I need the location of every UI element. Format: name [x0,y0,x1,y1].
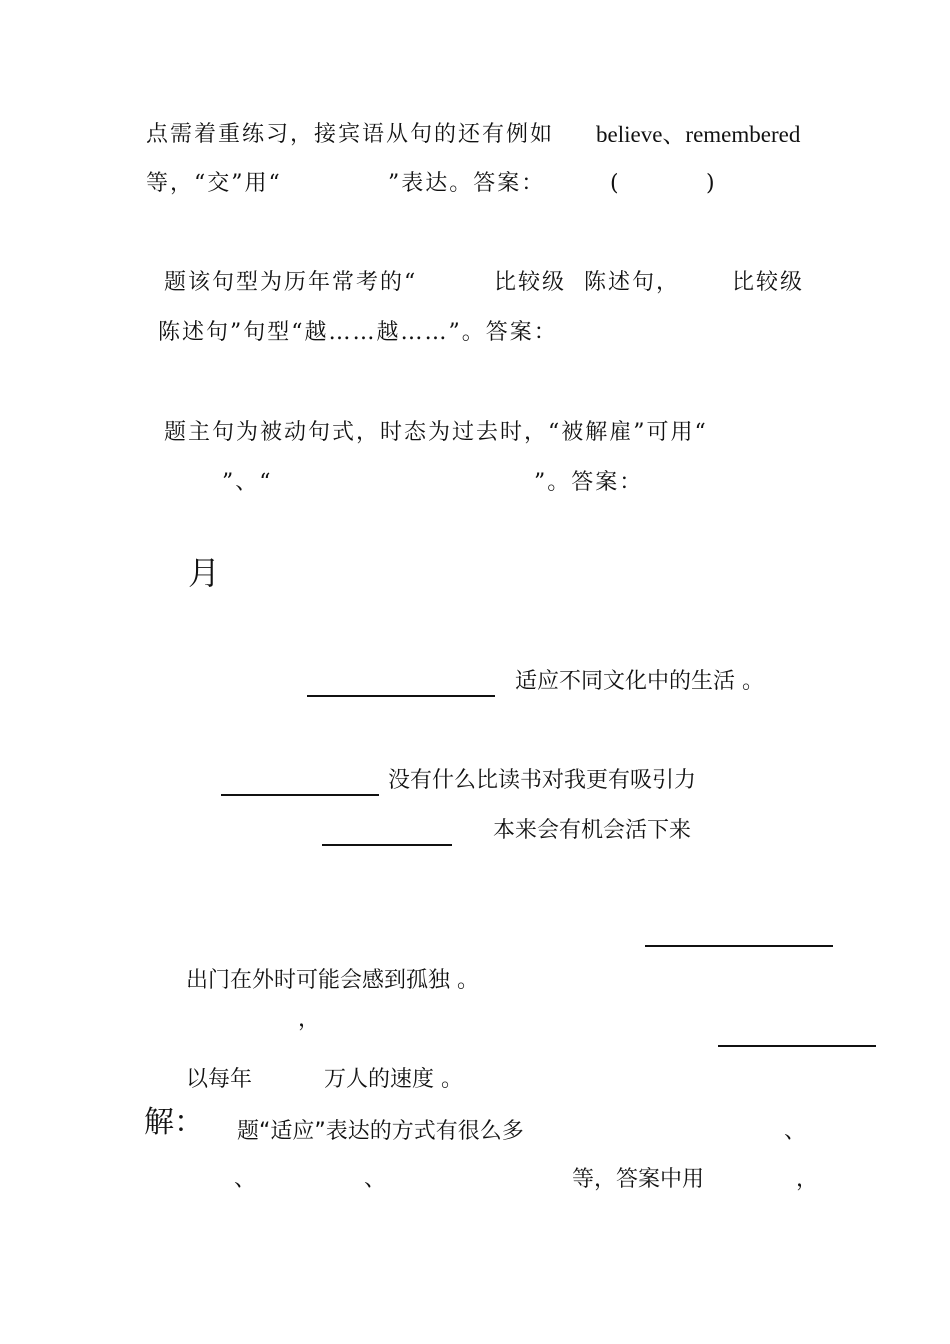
solution-line-2-comma: ， [796,1167,819,1192]
answer-paren-close: ) [706,171,715,196]
explanation-line-1-examples: believe、remembered [596,122,801,147]
explanation-line-1-text: 点需着重练习，接宾语从句的还有例如 [146,122,555,147]
answer-paren-open: ( [610,171,619,196]
declarative-label: 陈述句， [584,270,681,295]
solution-line-2-separator-2: 、 [364,1167,387,1192]
solution-line-1-separator: 、 [784,1119,807,1144]
comparative-label-1: 比较级 [494,270,567,295]
explanation-line-5-text: 题主句为被动句式，时态为过去时，“被解雇”可用“ [164,420,708,445]
answer-blank-5 [718,1045,876,1047]
answer-blank-2 [221,794,379,796]
comparative-label-2: 比较级 [732,270,805,295]
answer-blank-4 [645,945,833,947]
explanation-line-6-quote: ”、“ [222,470,273,495]
solution-line-2-text: 等，答案中用 [572,1167,705,1192]
month-heading: 月 [188,554,221,592]
explanation-line-4-text: 陈述句”句型“越……越……”。答案： [158,320,558,345]
solution-heading: 解： [144,1105,204,1140]
explanation-line-6-answer-label: ”。答案： [534,470,644,495]
stray-comma: ， [298,1007,321,1032]
solution-line-2-separator-1: 、 [234,1167,257,1192]
solution-line-1-text: 题“适应”表达的方式有很么多 [237,1119,524,1144]
question-1-text: 适应不同文化中的生活 。 [515,669,764,694]
question-5-rate-text: 万人的速度 。 [324,1067,463,1092]
answer-blank-1 [307,695,495,697]
question-2-text: 没有什么比读书对我更有吸引力 [388,768,697,793]
explanation-line-2-text: 等，“交”用“ [146,171,282,196]
question-3-text: 本来会有机会活下来 [493,818,692,843]
question-4-text: 出门在外时可能会感到孤独 。 [186,968,479,993]
explanation-line-3-text: 题该句型为历年常考的“ [164,270,418,295]
answer-blank-3 [322,844,452,846]
question-5-text: 以每年 [186,1067,253,1092]
explanation-line-2-answer-label: ”表达。答案： [388,171,546,196]
